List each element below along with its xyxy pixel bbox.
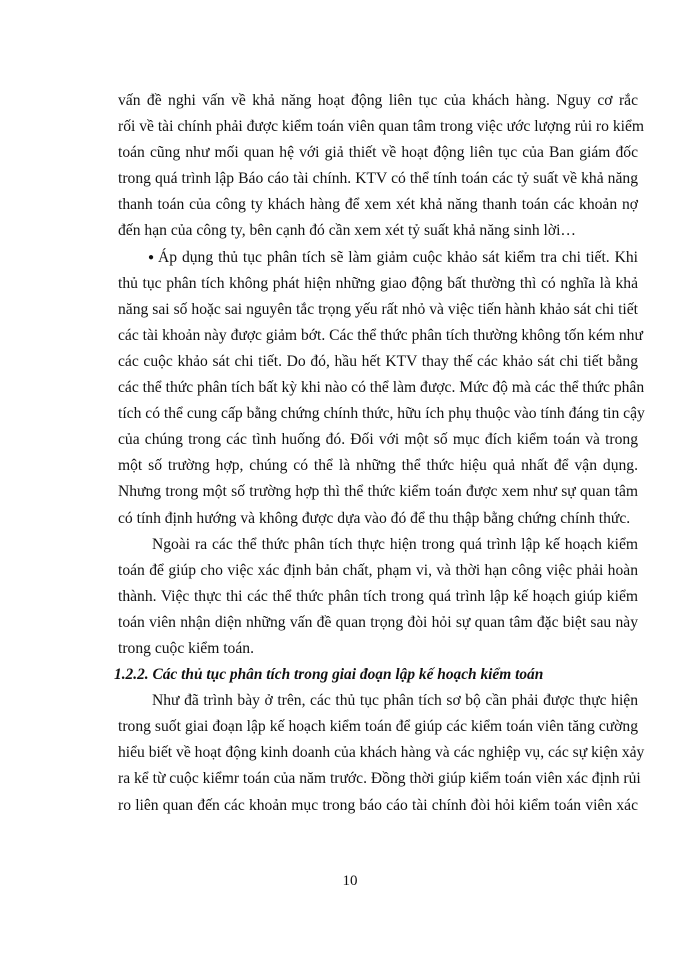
text-line: Như đã trình bày ở trên, các thủ tục phân tích sơ bộ cần phải được thực hiện	[152, 692, 638, 710]
paragraph-continuation	[118, 88, 644, 245]
text-line: Nhưng trong một số trường hợp thì thể thức kiểm toán được xem như sự quan tâm	[118, 483, 638, 501]
text-line: thanh toán của công ty khách hàng để xem xét khả năng thanh toán các khoản nợ	[118, 196, 638, 214]
text-line: ro liên quan đến các khoản mục trong báo cáo tài chính đòi hỏi kiểm toán viên xác	[118, 796, 638, 814]
text-line: năng sai số hoặc sai nguyên tắc trọng yếu rất nhỏ và việc tiến hành khảo sát chi tiết	[118, 300, 638, 318]
text-line: toán cũng như mối quan hệ với giả thiết về hoạt động liên tục của Ban giám đốc	[118, 144, 638, 162]
text-line: thủ tục phân tích không phát hiện những giao động bất thường thì có nghĩa là khả	[118, 274, 638, 292]
text-line: trong cuộc kiểm toán.	[118, 639, 254, 657]
text-line: một số trường hợp, chúng có thể là những thể thức hiệu quả nhất để vận dụng.	[118, 457, 638, 475]
text-line: tích có thể cung cấp bằng chứng chính thức, hữu ích phụ thuộc vào tính đáng tin cậy	[118, 405, 645, 423]
section-heading: 1.2.2. Các thủ tục phân tích trong giai đoạn lập kế hoạch kiểm toán	[114, 666, 544, 684]
text-line: của chúng trong các tình huống đó. Đối với một số mục đích kiểm toán và trong	[118, 431, 638, 449]
bullet-icon: ●	[148, 251, 155, 263]
text-line: trong suốt giai đoạn lập kế hoạch kiểm toán để giúp các kiểm toán viên tăng cường	[118, 718, 638, 736]
bullet-paragraph	[118, 245, 645, 532]
page-number: 10	[342, 873, 358, 889]
text-line: các tài khoản này được giảm bớt. Các thể thức phân tích thường không tốn kém như	[118, 326, 643, 344]
page-body	[114, 88, 645, 819]
text-line: trong quá trình lập Báo cáo tài chính. KTV có thể tính toán các tỷ suất về khả năng	[118, 170, 638, 188]
text-line: Ngoài ra các thể thức phân tích thực hiện trong quá trình lập kế hoạch kiểm	[152, 535, 638, 553]
text-line: rối về tài chính phải được kiểm toán viên quan tâm trong việc ước lượng rủi ro kiểm	[118, 118, 644, 136]
text-line: các thể thức phân tích bất kỳ khi nào có thể làm được. Mức độ mà các thể thức phân	[118, 379, 645, 397]
text-line: toán viên nhận diện những vấn đề quan trọng đòi hỏi sự quan tâm đặc biệt sau này	[118, 613, 638, 631]
text-line: ra kể từ cuộc kiểmr toán của năm trước. Đồng thời giúp kiểm toán viên xác định rủi	[118, 770, 641, 788]
text-line: đến hạn của công ty, bên cạnh đó cần xem xét tỷ suất khả năng sinh lời…	[118, 222, 577, 240]
text-line: vấn đề nghi vấn về khả năng hoạt động liên tục của khách hàng. Nguy cơ rắc	[118, 92, 638, 109]
bullet-text: Áp dụng thủ tục phân tích sẽ làm giảm cuộc khảo sát kiểm tra chi tiết. Khi	[158, 248, 638, 266]
text-line: có tính định hướng và không được dựa vào đó để thu thập bằng chứng chính thức.	[118, 509, 631, 527]
text-line: toán để giúp cho việc xác định bản chất, phạm vi, và thời hạn công việc phải hoàn	[118, 561, 638, 579]
paragraph	[118, 688, 645, 818]
text-line: hiểu biết về hoạt động kinh doanh của khách hàng và các nghiệp vụ, các sự kiện xảy	[118, 744, 645, 762]
text-line: thành. Việc thực thi các thể thức phân tích trong quá trình lập kế hoạch giúp kiểm	[118, 587, 638, 605]
text-line: các cuộc khảo sát chi tiết. Do đó, hầu hết KTV thay thế các khảo sát chi tiết bằng	[118, 352, 638, 370]
text-line	[118, 245, 638, 271]
paragraph	[118, 532, 638, 662]
